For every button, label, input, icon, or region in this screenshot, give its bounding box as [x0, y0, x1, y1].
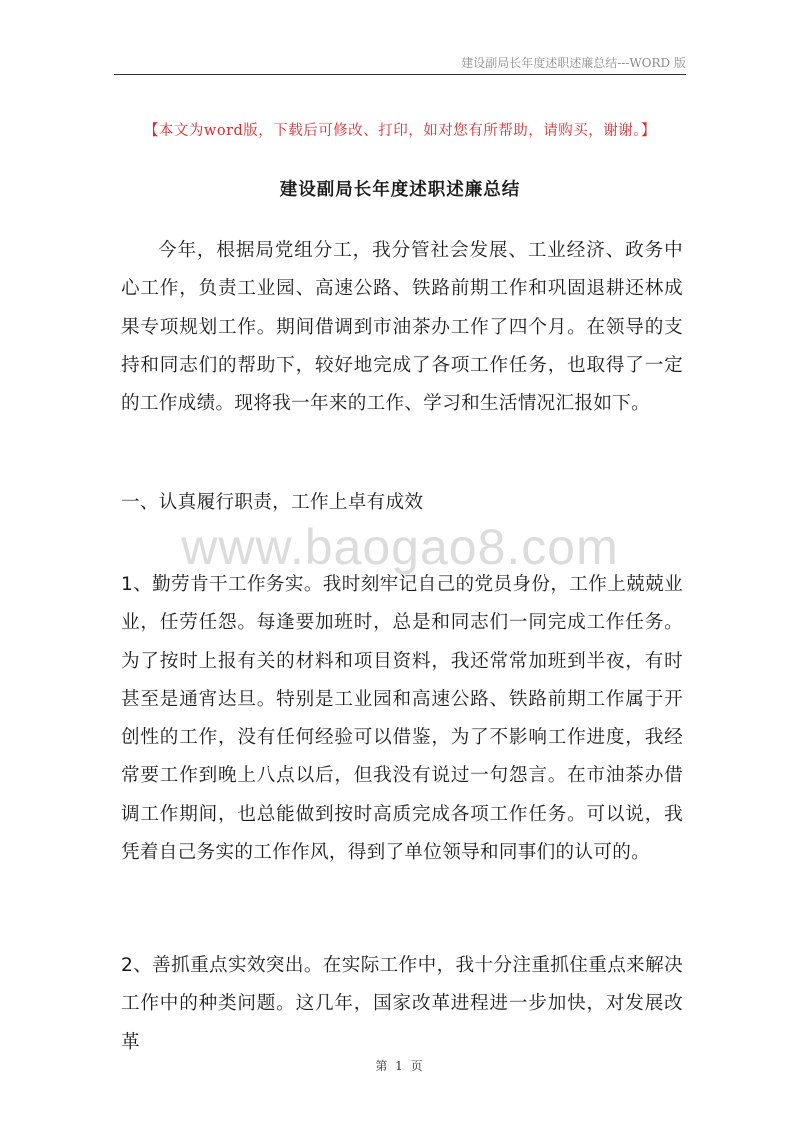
paragraph-item-1: 1、勤劳肯干工作务实。我时刻牢记自己的党员身份，工作上兢兢业业，任劳任怨。每逢要加班时，总是和同志们一同完成工作任务。为了按时上报有关的材料和项目资料，我还常常加班到半夜，有时甚至是通宵达旦。特别是工业园和高速公路、铁路前期工作属于开创性的工作，没有任何经验可以借鉴，为了不影响工作进度，我经常要工作到晚上八点以后，但我没有说过一句怨言。在市油茶办借调工作期间，也总能做到按时高质完成各项工作任务。可以说，我凭着自己务实的工作作风，得到了单位领导和同事们的认可的。	[121, 574, 683, 864]
document-title: 建设副局长年度述职述廉总结	[279, 180, 521, 200]
header-divider	[114, 74, 686, 75]
page-number: 第 1 页	[375, 1059, 425, 1073]
purchase-notice: 【本文为word版，下载后可修改、打印，如对您有所帮助，请购买，谢谢。】	[143, 123, 657, 139]
watermark: www.baogao8.com	[181, 519, 619, 575]
intro-paragraph: 今年，根据局党组分工，我分管社会发展、工业经济、政务中心工作，负责工业园、高速公路、铁路前期工作和巩固退耕还林成果专项规划工作。期间借调到市油茶办工作了四个月。在领导的支持和同志们的帮助下，较好地完成了各项工作任务，也取得了一定的工作成绩。现将我一年来的工作、学习和生活情况汇报如下。	[121, 240, 683, 415]
paragraph-item-2: 2、善抓重点实效突出。在实际工作中，我十分注重抓住重点来解决工作中的种类问题。这几年，国家改革进程进一步加快，对发展改革	[121, 955, 683, 1053]
running-header: 建设副局长年度述职述廉总结---WORD 版	[461, 56, 686, 70]
section-heading: 一、认真履行职责，工作上卓有成效	[121, 492, 424, 513]
